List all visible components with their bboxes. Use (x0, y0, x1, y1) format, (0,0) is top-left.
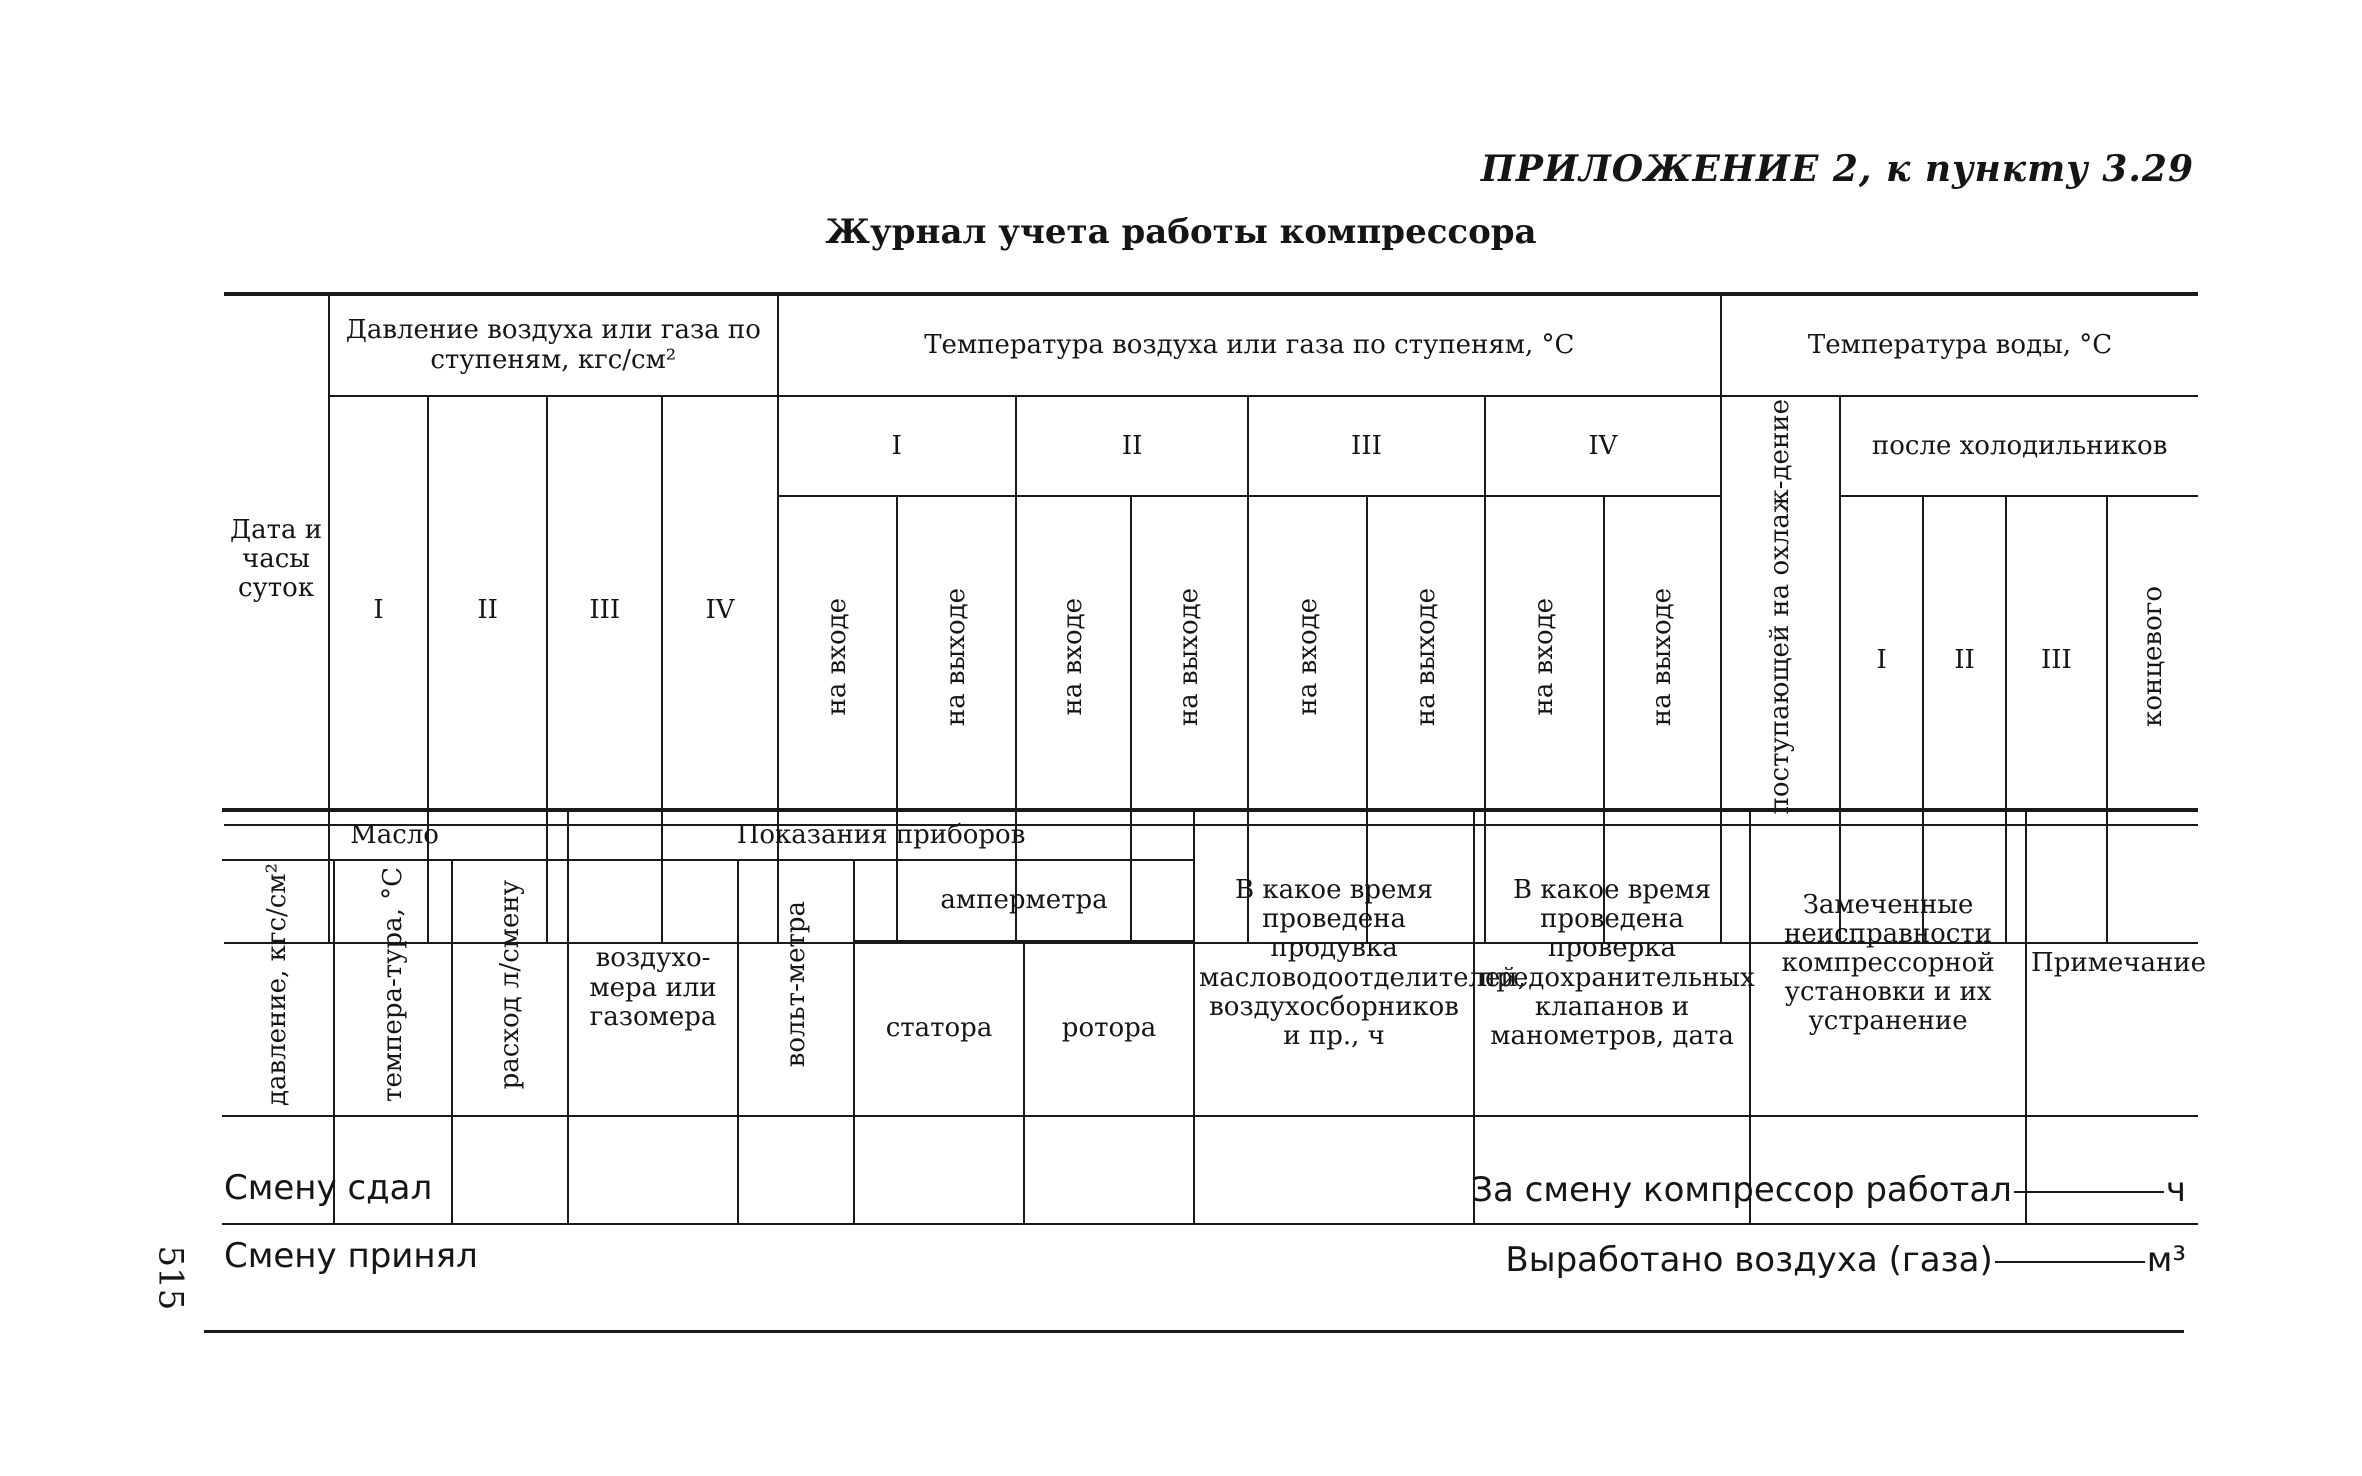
oil-temperature-header: темпера-тура, °С (334, 860, 452, 1116)
water-temperature-header: Температура воды, °С (1721, 294, 2198, 396)
temp-stage-1: I (778, 396, 1016, 496)
hours-blank (2014, 1190, 2164, 1193)
air-temperature-header: Температура воздуха или газа по ступеням, °С (778, 294, 1722, 396)
pressure-stage-3: III (547, 396, 662, 825)
oil-header: Масло (222, 810, 568, 860)
air-produced-label: Выработано воздуха (газа) (1505, 1240, 1993, 1280)
cooler-stage-2: II (1923, 496, 2006, 824)
appendix-reference: ПРИЛОЖЕНИЕ 2, к пункту 3.29 (1480, 148, 2194, 190)
instruments-header: Показания приборов (568, 810, 1194, 860)
shift-handed-over: Смену сдал (224, 1168, 433, 1208)
pressure-stage-2: II (428, 396, 547, 825)
oil-pressure-header: давление, кгс/см² (222, 860, 334, 1116)
cooler-stage-3: III (2006, 496, 2107, 824)
rotor-header: ротора (1024, 941, 1194, 1116)
stage-3-outlet: на выходе (1367, 496, 1484, 824)
journal-table-oil-instruments (222, 808, 2207, 1225)
pressure-stage-1: I (329, 396, 428, 825)
cooler-final: концевого (2107, 496, 2198, 824)
stage-2-outlet: на выходе (1131, 496, 1248, 824)
ammeter-header: амперметра (854, 860, 1194, 941)
bottom-rule (204, 1330, 2184, 1333)
water-incoming-header: поступающей на охлаж-дение (1721, 396, 1840, 825)
journal-title: Журнал учета работы компрессора (825, 212, 1537, 252)
stage-4-inlet: на входе (1485, 496, 1604, 824)
oil-consumption-header: расход л/смену (452, 860, 568, 1116)
temp-stage-4: IV (1485, 396, 1721, 496)
shift-accepted: Смену принял (224, 1236, 478, 1276)
air-produced-line (1505, 1240, 2186, 1280)
volume-unit: м³ (2146, 1240, 2186, 1280)
hours-unit: ч (2165, 1170, 2186, 1210)
faults-header: Замеченные неисправности компрессорной установки и их устранение (1750, 810, 2026, 1116)
stage-3-inlet: на входе (1248, 496, 1367, 824)
temp-stage-3: III (1248, 396, 1484, 496)
after-coolers-header: после холодильников (1840, 396, 2198, 496)
pressure-stage-4: IV (662, 396, 777, 825)
air-meter-header: воздухо-мера или газомера (568, 860, 738, 1116)
stage-4-outlet: на выходе (1604, 496, 1721, 824)
compressor-worked-line (1471, 1170, 2186, 1210)
volume-blank (1995, 1260, 2145, 1263)
purge-time-header: В какое время проведена продувка масловодоотделителей, воздухосборников и пр., ч (1194, 810, 1474, 1116)
temp-stage-2: II (1016, 396, 1248, 496)
date-time-header: Дата и часы суток (224, 294, 329, 825)
compressor-worked-label: За смену компрессор работал (1471, 1170, 2012, 1210)
voltmeter-header: вольт-метра (738, 860, 854, 1116)
note-header: Примечание (2026, 810, 2198, 1116)
stage-1-outlet: на выходе (897, 496, 1016, 824)
stage-1-inlet: на входе (778, 496, 897, 824)
cooler-stage-1: I (1840, 496, 1923, 824)
pressure-header: Давление воздуха или газа по ступеням, кгс/см² (329, 294, 778, 396)
stator-header: статора (854, 941, 1024, 1116)
page-number: 515 (150, 1245, 191, 1311)
stage-2-inlet: на входе (1016, 496, 1131, 824)
valve-check-header: В какое время проведена проверка предохранительных клапанов и манометров, дата (1474, 810, 1750, 1116)
